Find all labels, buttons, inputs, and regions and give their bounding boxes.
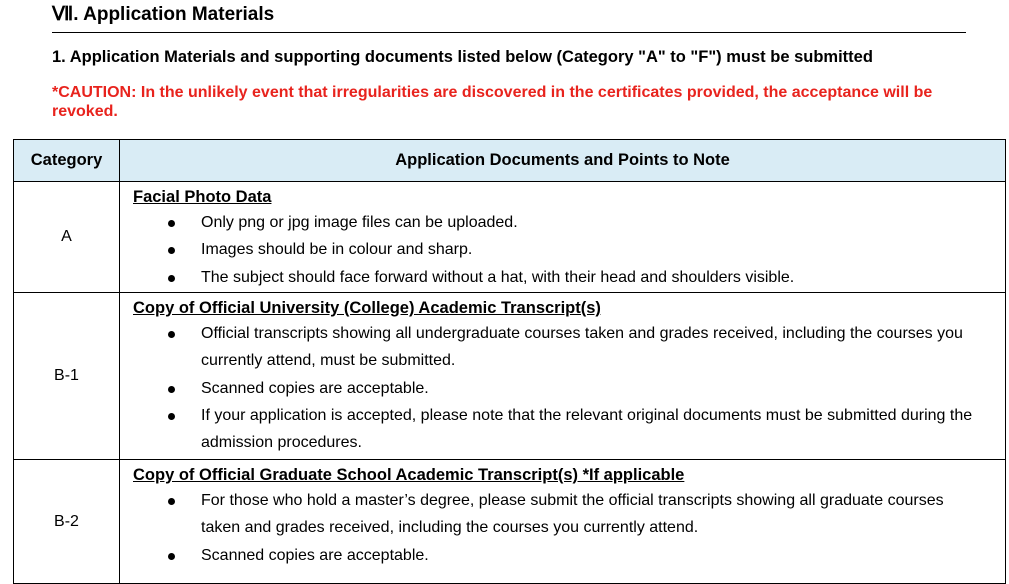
table-row [14, 182, 1006, 293]
caution-notice: *CAUTION: In the unlikely event that irregularities are discovered in the certificates provided, the acceptance will be revoked. [52, 84, 933, 120]
point-item: Scanned copies are acceptable. [133, 375, 1005, 402]
points-list [133, 487, 1005, 569]
category-column-header: Category [14, 140, 120, 182]
section-heading: Ⅶ. Application Materials [52, 3, 966, 33]
category-cell: B-1 [14, 293, 120, 460]
document-title: Copy of Official Graduate School Academic Transcript(s) *If applicable [133, 466, 685, 484]
point-item: The subject should face forward without a hat, with their head and shoulders visible. [133, 264, 1005, 291]
table-header-row [14, 140, 1006, 182]
document-title: Facial Photo Data [133, 188, 272, 206]
materials-subheading: 1. Application Materials and supporting documents listed below (Category "A" to "F") must be submitted [52, 48, 873, 66]
points-list [133, 209, 1005, 291]
point-item: For those who hold a master’s degree, please submit the official transcripts showing all graduate courses taken and grades received, including the courses you currently attend. [133, 487, 1005, 542]
documents-column-header: Application Documents and Points to Note [120, 140, 1006, 182]
documents-cell [120, 182, 1006, 293]
application-documents-table [13, 139, 1006, 584]
point-item: Scanned copies are acceptable. [133, 542, 1005, 569]
points-list [133, 320, 1005, 456]
documents-cell [120, 460, 1006, 584]
document-title: Copy of Official University (College) Academic Transcript(s) [133, 299, 601, 317]
point-item: If your application is accepted, please note that the relevant original documents must be submitted during the admission procedures. [133, 402, 1005, 457]
table-row [14, 293, 1006, 460]
category-cell: A [14, 182, 120, 293]
point-item: Images should be in colour and sharp. [133, 236, 1005, 263]
table-row [14, 460, 1006, 584]
documents-cell [120, 293, 1006, 460]
point-item: Official transcripts showing all undergraduate courses taken and grades received, including the courses you currently attend, must be submitted. [133, 320, 1005, 375]
point-item: Only png or jpg image files can be uploaded. [133, 209, 1005, 236]
category-cell: B-2 [14, 460, 120, 584]
